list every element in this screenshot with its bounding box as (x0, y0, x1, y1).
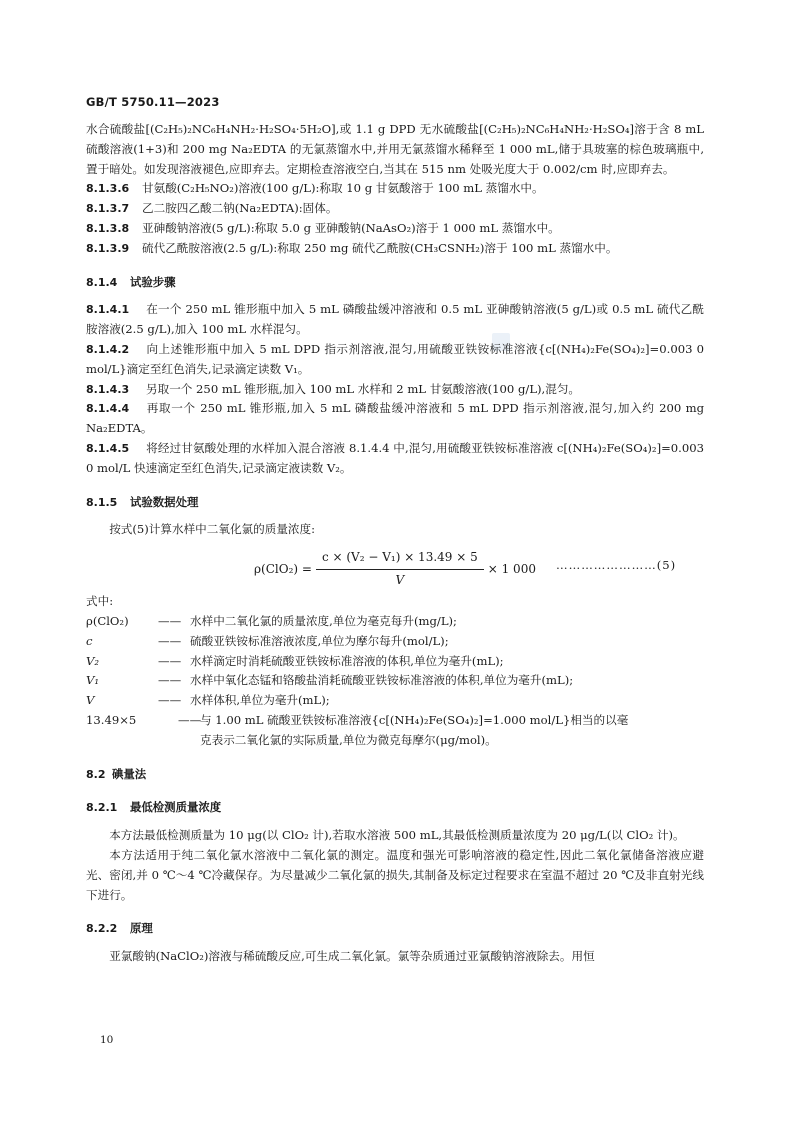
page-number: 10 (100, 1034, 114, 1046)
reagent-item (86, 199, 704, 219)
step-text: 将经过甘氨酸处理的水样加入混合溶液 8.1.4.4 中,混匀,用硫酸亚铁铵标准溶液 c[(NH₄)₂Fe(SO₄)₂]=0.003 0 mol/L 快速滴定至红色消失,记录滴定液读数 V₂。 (86, 440, 704, 475)
definition-continuation: 克表示二氧化氯的实际质量,单位为微克每摩尔(μg/mol)。 (200, 732, 497, 747)
formula-denominator: V (395, 572, 405, 587)
definition-dash: —— (158, 633, 182, 648)
definition-symbol: ρ(ClO₂) (86, 613, 129, 628)
formula-fraction (316, 548, 484, 591)
step-text: 另取一个 250 mL 锥形瓶,加入 100 mL 水样和 2 mL 甘氨酸溶液(100 g/L),混匀。 (146, 381, 581, 396)
definition-dash: —— (158, 673, 182, 688)
section-number: 8.2.1 (86, 801, 118, 815)
definition-symbol: c (86, 633, 93, 648)
section-number: 8.1.4 (86, 275, 118, 289)
reagent-text: 甘氨酸(C₂H₅NO₂)溶液(100 g/L):称取 10 g 甘氨酸溶于 100 mL 蒸馏水中。 (142, 181, 544, 196)
step-text: 向上述锥形瓶中加入 5 mL DPD 指示剂溶液,混匀,用硫酸亚铁铵标准溶液{c[(NH₄)₂Fe(SO₄)₂]=0.003 0 mol/L}滴定至红色消失,记录滴定读数 V₁。 (86, 341, 704, 376)
formula-5 (86, 542, 704, 586)
definition-text: 水样滴定时消耗硫酸亚铁铵标准溶液的体积,单位为毫升(mL); (190, 653, 504, 668)
section-heading-8-2-1 (86, 798, 704, 818)
reagent-number: 8.1.3.7 (86, 202, 130, 216)
section-heading-8-2 (86, 765, 704, 785)
formula-lhs: ρ(ClO₂) = (254, 561, 312, 576)
definition-symbol: V (86, 693, 95, 708)
page-body (86, 120, 704, 967)
definition-symbol: V₁ (86, 673, 100, 688)
section-number: 8.1.5 (86, 495, 118, 509)
definition-text: 与 1.00 mL 硫酸亚铁铵标准溶液{c[(NH₄)₂Fe(SO₄)₂]=1.000 mol/L}相当的以毫 (200, 712, 629, 727)
reagent-number: 8.1.3.6 (86, 182, 130, 196)
formula-lead: 按式(5)计算水样中二氧化氯的质量浓度: (109, 522, 316, 537)
paragraph-8-2-1-a: 本方法最低检测质量为 10 μg(以 ClO₂ 计),若取水溶液 500 mL,其最低检测质量浓度为 20 μg/L(以 ClO₂ 计)。 (109, 828, 685, 843)
definition-row (86, 652, 704, 672)
step-item (86, 399, 704, 439)
definition-row (86, 632, 704, 652)
reagent-item (86, 219, 704, 239)
reagent-item (86, 179, 704, 199)
section-heading-8-1-5 (86, 493, 704, 513)
step-item (86, 439, 704, 479)
reagent-text: 硫代乙酰胺溶液(2.5 g/L):称取 250 mg 硫代乙酰胺(CH₃CSNH₂)溶于 100 mL 蒸馏水中。 (142, 240, 618, 255)
step-number: 8.1.4.1 (86, 303, 130, 317)
definition-row (86, 711, 704, 731)
where-label: 式中: (86, 594, 114, 609)
section-title: 碘量法 (112, 766, 147, 781)
definition-text: 水样中氧化态锰和铬酸盐消耗硫酸亚铁铵标准溶液的体积,单位为毫升(mL); (190, 673, 574, 688)
definition-dash: —— (158, 693, 182, 708)
reagent-item (86, 239, 704, 259)
standard-code: GB/T 5750.11—2023 (86, 95, 220, 109)
section-title: 试验步骤 (130, 274, 176, 289)
formula-numerator: c × (V₂ − V₁) × 13.49 × 5 (316, 548, 484, 570)
definition-row (86, 671, 704, 691)
paragraph-8-2-1-b: 本方法适用于纯二氧化氯水溶液中二氧化氯的测定。温度和强光可影响溶液的稳定性,因此二氧化氯储备溶液应避光、密闭,并 0 ℃～4 ℃冷藏保存。为尽量减少二氧化氯的损失,其制备及标定过程要求在室温不超过 20 ℃及非直射光线下进行。 (86, 847, 704, 902)
reagent-number: 8.1.3.9 (86, 241, 130, 255)
definition-dash: —— (158, 613, 182, 628)
formula-tail: × 1 000 (487, 561, 536, 576)
definition-symbol: V₂ (86, 653, 100, 668)
reagent-text: 乙二胺四乙酸二钠(Na₂EDTA):固体。 (142, 201, 338, 216)
paragraph-8-2-2: 亚氯酸钠(NaClO₂)溶液与稀硫酸反应,可生成二氧化氯。氯等杂质通过亚氯酸钠溶液除去。用恒 (109, 949, 595, 964)
definition-dash: —— (178, 712, 202, 727)
section-number: 8.2.2 (86, 922, 118, 936)
section-heading-8-1-4 (86, 273, 704, 293)
step-item (86, 380, 704, 400)
step-number: 8.1.4.4 (86, 402, 130, 416)
definition-dash: —— (158, 653, 182, 668)
section-number: 8.2 (86, 767, 106, 781)
step-text: 在一个 250 mL 锥形瓶中加入 5 mL 磷酸盐缓冲溶液和 0.5 mL 亚砷酸钠溶液(5 g/L)或 0.5 mL 硫代乙酰胺溶液(2.5 g/L),加入 100 mL 水样混匀。 (86, 302, 704, 337)
section-title: 原理 (130, 921, 153, 936)
definition-row (86, 691, 704, 711)
section-title: 最低检测质量浓度 (130, 800, 222, 815)
intro-paragraph: 水合硫酸盐[(C₂H₅)₂NC₆H₄NH₂·H₂SO₄·5H₂O],或 1.1 g DPD 无水硫酸盐[(C₂H₅)₂NC₆H₄NH₂·H₂SO₄]溶于含 8 mL 硫酸溶液(1+3)和 200 mg Na₂EDTA 的无氯蒸馏水中,并用无氯蒸馏水稀释至 1 000 mL,储于具玻塞的棕色玻璃瓶中,置于暗处。如发现溶液褪色,应即弃去。定期检查溶液空白,当其在 515 nm 处吸光度大于 0.002/cm 时,应即弃去。 (86, 122, 704, 176)
reagent-number: 8.1.3.8 (86, 221, 130, 235)
step-number: 8.1.4.5 (86, 441, 130, 455)
reagent-text: 亚砷酸钠溶液(5 g/L):称取 5.0 g 亚砷酸钠(NaAsO₂)溶于 1 000 mL 蒸馏水中。 (142, 220, 560, 235)
step-number: 8.1.4.2 (86, 342, 130, 356)
step-item (86, 300, 704, 340)
definition-text: 水样体积,单位为毫升(mL); (190, 693, 330, 708)
definition-text: 水样中二氧化氯的质量浓度,单位为毫克每升(mg/L); (190, 613, 457, 628)
step-number: 8.1.4.3 (86, 382, 130, 396)
section-title: 试验数据处理 (130, 494, 199, 509)
step-text: 再取一个 250 mL 锥形瓶,加入 5 mL 磷酸盐缓冲溶液和 5 mL DPD 指示剂溶液,混匀,加入约 200 mg Na₂EDTA。 (86, 401, 704, 436)
equation-number: ……………………(5) (556, 558, 677, 573)
definition-row (86, 612, 704, 632)
variable-definitions (86, 612, 704, 751)
formula-body (254, 548, 536, 591)
definition-symbol: 13.49×5 (86, 712, 137, 727)
section-heading-8-2-2 (86, 919, 704, 939)
definition-text: 硫酸亚铁铵标准溶液浓度,单位为摩尔每升(mol/L); (190, 633, 449, 648)
step-item (86, 340, 704, 380)
